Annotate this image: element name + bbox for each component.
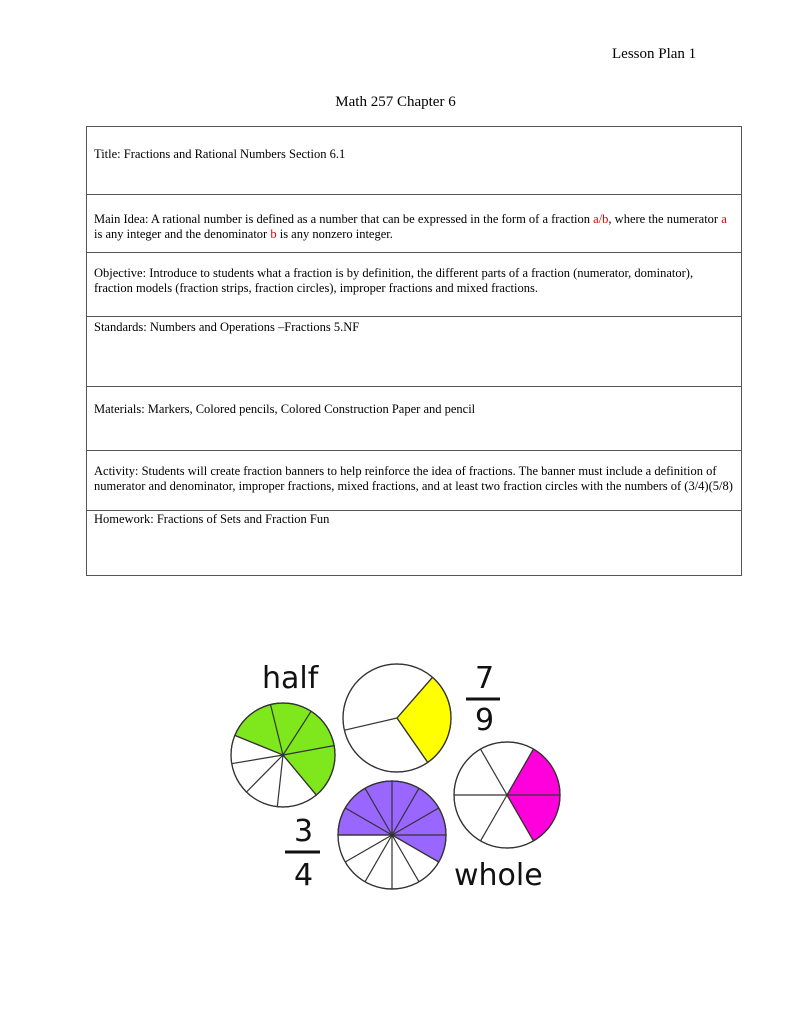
activity-text: Activity: Students will create fraction banners to help reinforce the idea of fractions. The banner must include a definition of numerator and denominator, improper fractions, mixed fractions, and at least two fraction circles with the numbers of (3/4)(5/8) — [94, 464, 733, 493]
materials-text: Materials: Markers, Colored pencils, Colored Construction Paper and pencil — [94, 402, 476, 416]
denominator-nine: 9 — [475, 703, 495, 738]
page-title: Math 257 Chapter 6 — [335, 94, 456, 110]
numerator-three: 3 — [294, 814, 314, 849]
main-idea-numerator: a — [721, 212, 727, 226]
title-text: Title: Fractions and Rational Numbers Section 6.1 — [94, 147, 346, 161]
main-idea-text-4: is any nonzero integer. — [276, 226, 393, 241]
half-label: half — [262, 661, 319, 696]
numerator-seven: 7 — [475, 661, 495, 696]
main-idea-text-3: is any integer and the denominator — [94, 226, 271, 241]
title-row — [87, 127, 741, 195]
standards-text: Standards: Numbers and Operations –Fractions 5.NF — [94, 320, 360, 334]
main-idea-fraction: a/b — [593, 212, 609, 226]
twelfth-circle — [338, 781, 446, 889]
materials-row — [87, 387, 741, 451]
homework-row — [87, 511, 741, 575]
main-idea-denominator: b — [270, 226, 277, 241]
main-idea-row — [87, 195, 741, 253]
main-idea-text-1: Main Idea: A rational number is defined as a number that can be expressed in the form of a fraction — [94, 212, 594, 226]
lesson-plan-table — [86, 126, 742, 576]
objective-text: Objective: Introduce to students what a fraction is by definition, the different parts of a fraction (numerator, dominator), fraction models (fraction strips, fraction circles), improper fractions and mixed fractions. — [94, 266, 694, 295]
half-circle — [231, 703, 335, 807]
sixth-circle — [454, 742, 560, 848]
main-idea-text-2: , where the numerator — [608, 212, 722, 226]
standards-row — [87, 317, 741, 387]
homework-text: Homework: Fractions of Sets and Fraction Fun — [94, 512, 330, 526]
denominator-four: 4 — [294, 858, 314, 893]
activity-row — [87, 451, 741, 511]
whole-label: whole — [454, 858, 543, 893]
lesson-plan-label: Lesson Plan 1 — [612, 46, 697, 62]
fraction-circles-figure — [222, 650, 568, 896]
objective-row — [87, 253, 741, 317]
third-circle — [343, 664, 451, 772]
